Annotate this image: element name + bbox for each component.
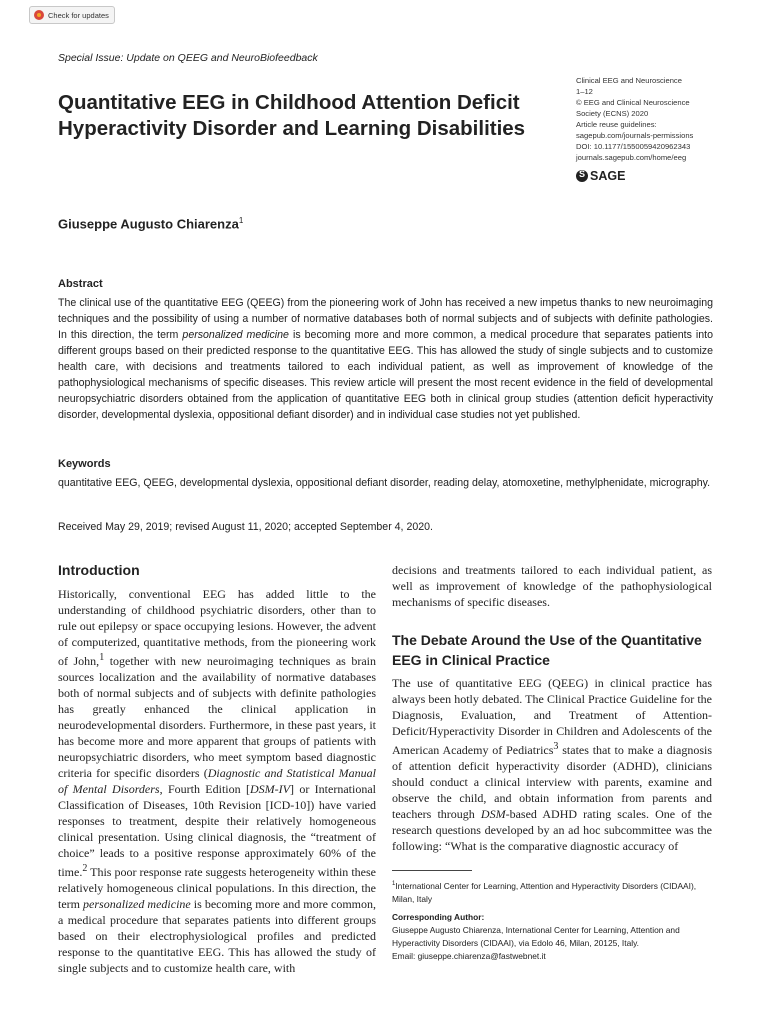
footnote-divider	[392, 870, 472, 871]
dsm-abbr: DSM-IV	[249, 782, 290, 796]
permissions-link[interactable]: sagepub.com/journals-permissions	[576, 131, 694, 140]
author-affiliation-mark: 1	[238, 216, 244, 225]
sage-logo	[576, 169, 625, 183]
intro-text-5: This poor response rate suggests heterogeneity within these relatively homogeneous clinical populations. In this direction, the term	[58, 865, 376, 911]
introduction-heading: Introduction	[58, 562, 140, 578]
keywords-text: quantitative EEG, QEEG, developmental dyslexia, oppositional defiant disorder, reading delay, atomoxetine, methylphenidate, micrography.	[58, 477, 711, 489]
corresponding-author-email[interactable]: Email: giuseppe.chiarenza@fastwebnet.it	[392, 951, 546, 961]
abstract-part-2: is becoming more and more common, a medical procedure that separates patients into different groups based on their predicted response to the quantitative EEG. This has allowed the study of single subjects and to customize health care, with decisions and treatments tailored to each individual patient, as well as improvement of knowledge of the pathophysiological mechanisms of specific diseases. This review article will present the most recent evidence in the field of developmental neuropsychiatric disorders obtained from the application of quantitative EEG both in clinical group studies (attention deficit hyperactivity disorder, developmental dyslexia, oppositional defiant disorder) and in individual case studies not yet published.	[58, 329, 714, 421]
abstract-part-1: The clinical use of the quantitative EEG (QEEG) from the pioneering work of John has received a new impetus thanks to new neuroimaging techniques and the possibility of using a number of normative databases both of normal subjects and of subjects with definite pathologies. In this direction, the term	[58, 297, 713, 341]
reference-2[interactable]: 2	[82, 863, 88, 874]
introduction-paragraph	[58, 586, 376, 976]
dsm-term: DSM	[480, 807, 506, 821]
corresponding-author-heading: Corresponding Author:	[392, 912, 485, 922]
abstract-text	[58, 295, 713, 423]
received-dates: Received May 29, 2019; revised August 11, 2020; accepted September 4, 2020.	[58, 521, 433, 533]
debate-text-3: -based ADHD rating scales. One of the research questions developed by an ad hoc subcommittee was the following: “What is the comparative diagnostic accuracy of	[392, 807, 712, 853]
intro-text-3: , Fourth Edition [	[159, 782, 250, 796]
corresponding-author-address: Giuseppe Augusto Chiarenza, International Center for Learning, Attention and Hyperactivity Disorders (CIDAAI), via Edolo 46, Milan, 20125, Italy.	[392, 925, 680, 948]
intro-text-1: Historically, conventional EEG has added little to the understanding of childhood psychiatric disorders, other than to rule out epilepsy or space occupying lesions. However, the advent of computerized, quantitative methods, from the pioneering work of John,	[58, 587, 376, 668]
journal-name: Clinical EEG and Neuroscience	[576, 76, 682, 85]
doi-link[interactable]: DOI: 10.1177/1550059420962343	[576, 142, 691, 151]
affiliation-footnote	[392, 878, 712, 906]
sage-logo-text: SAGE	[590, 169, 626, 183]
debate-paragraph	[392, 675, 712, 854]
personalized-medicine-term: personalized medicine	[83, 897, 191, 911]
intro-text-6: is becoming more and more common, a medical procedure that separates patients into different groups based on their electrophysiological profiles and predicted response to the quantitative EEG. This has allowed the study of single subjects and to customize health care, with	[58, 897, 376, 975]
reference-3[interactable]: 3	[553, 741, 559, 752]
check-for-updates-label: Check for updates	[48, 10, 109, 20]
dsm-title: Diagnostic and Statistical Manual of Mental Disorders	[58, 766, 376, 796]
debate-text-1: The use of quantitative EEG (QEEG) in clinical practice has always been hotly debated. The Clinical Practice Guideline for the Diagnosis, Evaluation, and Treatment of Attention-Deficit/Hyperactivity Disorder in Children and Adolescents of the American Academy of Pediatrics	[392, 676, 712, 757]
intro-text-2: together with new neuroimaging techniques as brain sources localization and the availability of normative databases both of normal subjects and of subjects with definite pathologies has greatly enhanced the clinical application in neurodevelopmental disorders. Furthermore, in these past years, it has become more and more apparent that groups of patients with neuropsychiatric disorders, who meet symptom based diagnostic criteria for specific disorders (	[58, 654, 377, 780]
reuse-guidelines-label: Article reuse guidelines:	[576, 120, 657, 129]
intro-text-4: ] or International Classification of Diseases, 10th Revision [ICD-10]) have varied responses to treatment, despite their relatively homogeneous clinical presentation. Using clinical diagnosis, the “treatment of choice” leads to a positive response approximately 60% of the time.	[58, 782, 376, 879]
abstract-italic-term: personalized medicine	[182, 329, 289, 341]
keywords-heading: Keywords	[58, 458, 111, 470]
sage-icon	[576, 170, 588, 182]
check-for-updates-button[interactable]	[29, 6, 115, 24]
page-range: 1–12	[576, 87, 593, 96]
corresponding-author-details	[392, 924, 712, 963]
special-issue-label: Special Issue: Update on QEEG and NeuroBiofeedback	[58, 52, 318, 64]
debate-section-heading: The Debate Around the Use of the Quantitative EEG in Clinical Practice	[392, 632, 702, 668]
reference-1[interactable]: 1	[99, 652, 105, 663]
debate-text-2: states that to make a diagnosis of attention deficit hyperactivity disorder (ADHD), clinicians should conduct a clinical interview with parents, examine and observe the child, and obtain information from parents and teachers through	[392, 743, 712, 821]
copyright-line: © EEG and Clinical Neuroscience	[576, 98, 690, 107]
abstract-heading: Abstract	[58, 278, 103, 290]
author-line	[58, 216, 243, 231]
journal-meta	[576, 75, 746, 163]
article-title: Quantitative EEG in Childhood Attention Deficit Hyperactivity Disorder and Learning Disabilities	[58, 91, 526, 140]
crossmark-icon	[34, 10, 44, 20]
affiliation-text: International Center for Learning, Attention and Hyperactivity Disorders (CIDAAI), Milan, Italy	[392, 880, 697, 904]
copyright-line-2: Society (ECNS) 2020	[576, 109, 649, 118]
author-name: Giuseppe Augusto Chiarenza	[58, 216, 239, 232]
journal-home-link[interactable]: journals.sagepub.com/home/eeg	[576, 153, 687, 162]
affiliation-mark: 1	[392, 881, 396, 887]
introduction-continuation: decisions and treatments tailored to each individual patient, as well as improvement of knowledge of the pathophysiological mechanisms of specific diseases.	[392, 563, 712, 609]
